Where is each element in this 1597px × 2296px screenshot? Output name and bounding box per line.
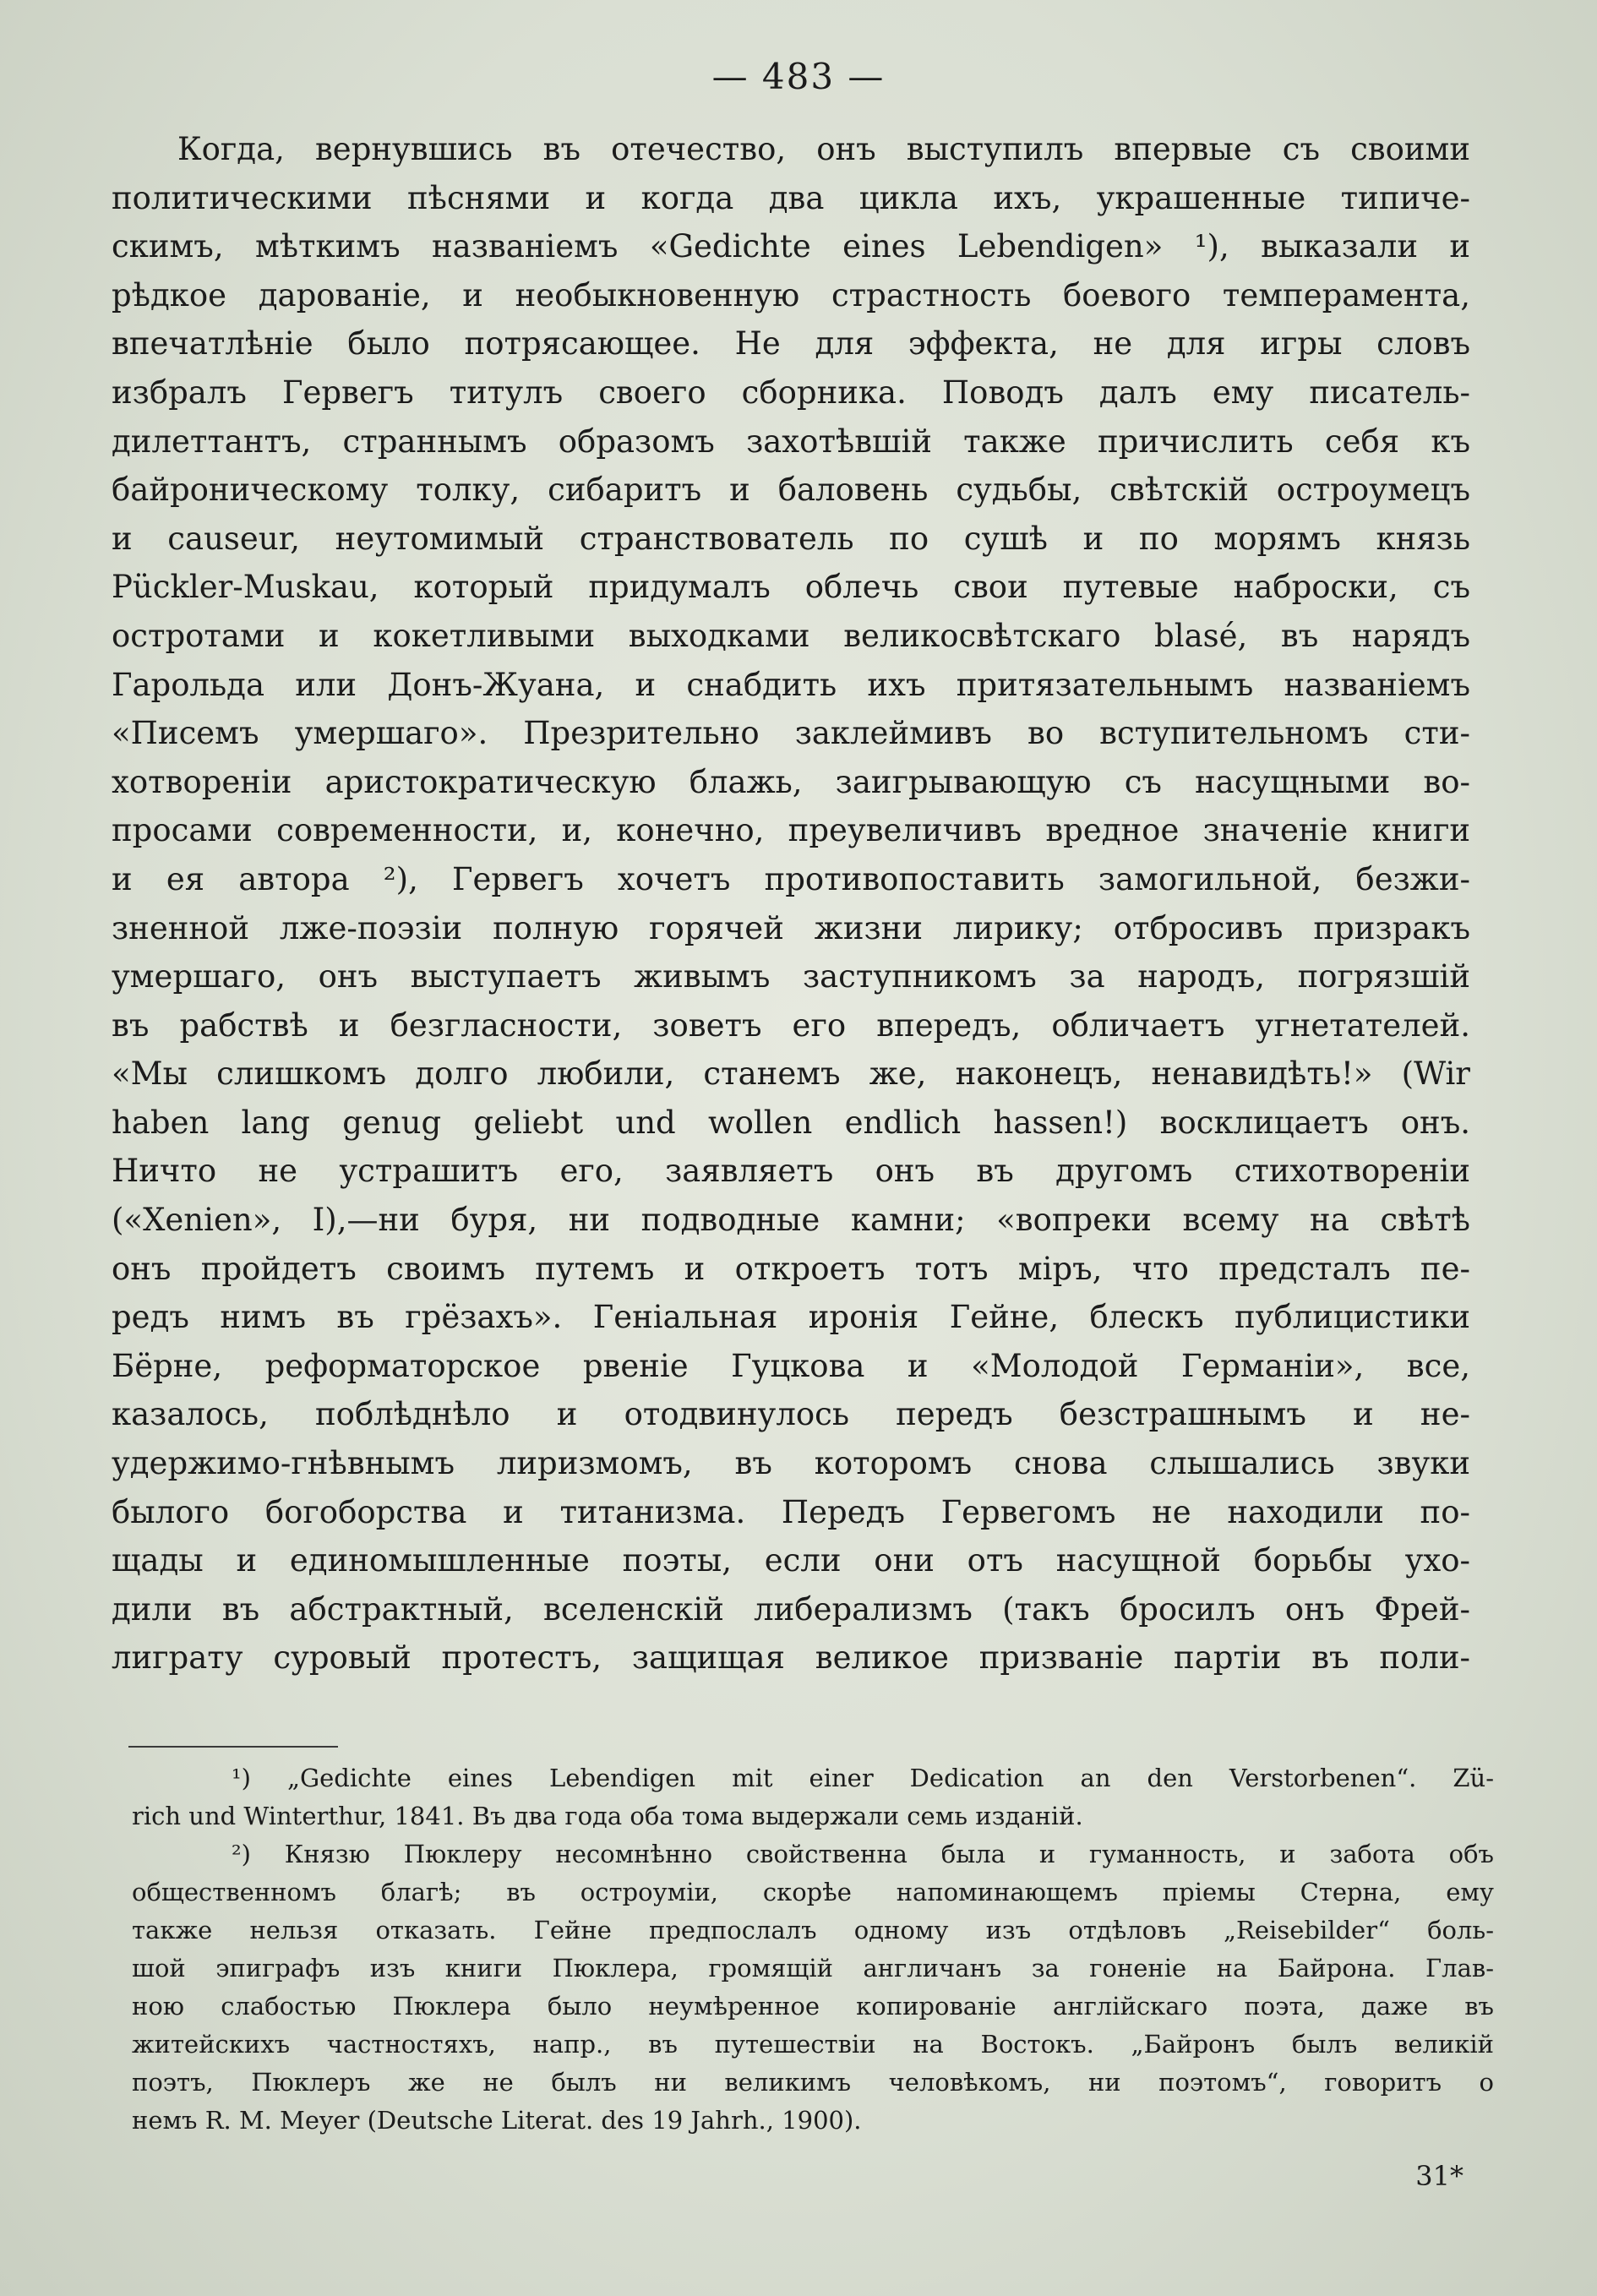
body-line: Гарольда или Донъ-Жуана, и снабдить ихъ притязательнымъ названіемъ: [112, 666, 1470, 703]
body-line: байроническому толку, сибаритъ и баловень судьбы, свѣтскій остроумецъ: [112, 472, 1470, 509]
body-line: дили въ абстрактный, вселенскій либерализмъ (такъ бросилъ онъ Фрей-: [112, 1590, 1470, 1628]
body-line: былого богоборства и титанизма. Передъ Гервегомъ не находили по-: [112, 1493, 1470, 1530]
footnote-line: общественномъ благѣ; въ остроуміи, скорѣе напоминающемъ пріемы Стерна, ему: [132, 1878, 1494, 1906]
footnotes: [132, 1759, 1494, 2140]
body-line: впечатлѣніе было потрясающее. Не для эффекта, не для игры словъ: [112, 325, 1470, 363]
body-line: просами современности, и, конечно, преувеличивъ вредное значеніе книги: [112, 812, 1470, 849]
footnote-line: ною слабостью Пюклера было неумѣренное копированіе англійскаго поэта, даже въ: [132, 1992, 1494, 2021]
body-line: («Xenien», I),—ни буря, ни подводные камни; «вопреки всему на свѣтѣ: [112, 1202, 1470, 1239]
body-line: haben lang genug geliebt und wollen endlich hassen!) восклицаетъ онъ.: [112, 1104, 1470, 1141]
footnote-line: немъ R. M. Meyer (Deutsche Literat. des 19 Jahrh., 1900).: [132, 2106, 862, 2135]
footnote-line: поэтъ, Пюклеръ же не былъ ни великимъ человѣкомъ, ни поэтомъ“, говоритъ о: [132, 2068, 1494, 2097]
body-line: редъ нимъ въ грёзахъ». Геніальная иронія Гейне, блескъ публицистики: [112, 1299, 1470, 1336]
signature-mark: 31*: [1415, 2160, 1463, 2192]
footnote-line: житейскихъ частностяхъ, напр., въ путешествіи на Востокъ. „Байронъ былъ великій: [132, 2030, 1494, 2059]
body-line: лиграту суровый протестъ, защищая великое призваніе партіи въ поли-: [112, 1639, 1470, 1677]
body-line: хотвореніи аристократическую блажь, заигрывающую съ насущными во-: [112, 763, 1470, 800]
body-line: «Мы слишкомъ долго любили, станемъ же, наконецъ, ненавидѣть!» (Wir: [112, 1055, 1470, 1093]
body-line: и causeur, неутомимый странствователь по сушѣ и по морямъ князь: [112, 520, 1470, 557]
body-line: казалось, поблѣднѣло и отодвинулось передъ безстрашнымъ и не-: [112, 1396, 1470, 1433]
body-line: Бёрне, реформаторское рвеніе Гуцкова и «Молодой Германіи», все,: [112, 1347, 1470, 1384]
body-line: избралъ Гервегъ титулъ своего сборника. Поводъ далъ ему писатель-: [112, 374, 1470, 411]
body-line: въ рабствѣ и безгласности, зоветъ его впередъ, обличаетъ угнетателей.: [112, 1006, 1470, 1044]
page-number: — 483 —: [711, 56, 886, 97]
body-text: [112, 125, 1470, 1682]
body-line: онъ пройдетъ своимъ путемъ и откроетъ тотъ міръ, что предсталъ пе-: [112, 1250, 1470, 1287]
footnote-line: шой эпиграфъ изъ книги Пюклера, громящій англичанъ за гоненіе на Байрона. Глав-: [132, 1954, 1494, 1982]
body-line: остротами и кокетливыми выходками великосвѣтскаго blasé, въ нарядъ: [112, 617, 1470, 654]
body-line: Pückler-Muskau, который придумалъ облечь свои путевые наброски, съ: [112, 569, 1470, 606]
body-line: Когда, вернувшись въ отечество, онъ выступилъ впервые съ своими: [177, 131, 1470, 167]
body-line: рѣдкое дарованіе, и необыкновенную страстность боевого темперамента,: [112, 276, 1470, 314]
body-line: и ея автора ²), Гервегъ хочетъ противопоставить замогильной, безжи-: [112, 860, 1470, 897]
footnote-line: ²) Князю Пюклеру несомнѣнно свойственна была и гуманность, и забота объ: [232, 1840, 1494, 1868]
footnote-divider: [128, 1746, 338, 1748]
body-line: удержимо-гнѣвнымъ лиризмомъ, въ которомъ снова слышались звуки: [112, 1445, 1470, 1482]
footnote-line: ¹) „Gedichte eines Lebendigen mit einer Dedication an den Verstorbenen“. Zü-: [232, 1764, 1494, 1792]
footnote-line: rich und Winterthur, 1841. Въ два года оба тома выдержали семь изданій.: [132, 1802, 1083, 1830]
body-line: зненной лже-поэзіи полную горячей жизни лирику; отбросивъ призракъ: [112, 909, 1470, 946]
body-line: скимъ, мѣткимъ названіемъ «Gedichte eines Lebendigen» ¹), выказали и: [112, 228, 1470, 265]
body-line: Ничто не устрашитъ его, заявляетъ онъ въ другомъ стихотвореніи: [112, 1153, 1470, 1190]
footnote-line: также нельзя отказать. Гейне предпослалъ одному изъ отдѣловъ „Reisebilder“ боль-: [132, 1916, 1494, 1944]
body-line: «Писемъ умершаго». Презрительно заклеймивъ во вступительномъ сти-: [112, 715, 1470, 752]
body-line: дилеттантъ, страннымъ образомъ захотѣвшій также причислить себя къ: [112, 423, 1470, 460]
body-line: умершаго, онъ выступаетъ живымъ заступникомъ за народъ, погрязшій: [112, 958, 1470, 995]
body-line: политическими пѣснями и когда два цикла ихъ, украшенные типиче-: [112, 179, 1470, 216]
body-line: щады и единомышленные поэты, если они отъ насущной борьбы ухо-: [112, 1542, 1470, 1579]
